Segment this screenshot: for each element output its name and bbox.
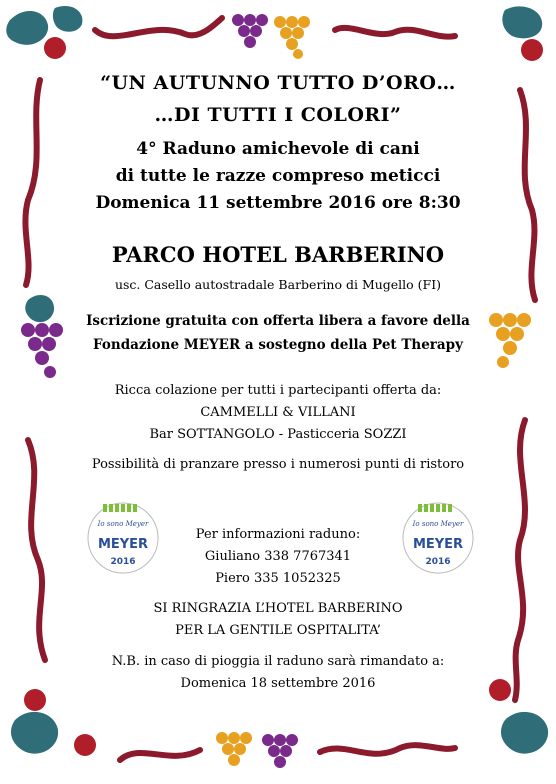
contact-piero: Piero 335 1052325 [215, 571, 341, 586]
breakfast-line-2: CAMMELLI & VILLANI [200, 405, 356, 420]
fruit-bottom-left-2 [74, 734, 96, 756]
registration-line-1: Iscrizione gratuita con offerta libera a favore della [86, 313, 470, 329]
grapes-top-purple [232, 14, 268, 48]
grapes-top-orange [274, 16, 310, 59]
venue-name: PARCO HOTEL BARBERINO [111, 242, 445, 267]
thanks-line-2: PER LA GENTILE OSPITALITA’ [175, 623, 381, 638]
leaf-top-left-2 [53, 6, 83, 32]
leaf-bottom-left [11, 712, 58, 754]
fruit-top-left [44, 37, 66, 59]
event-date: Domenica 11 settembre 2016 ore 8:30 [95, 193, 461, 213]
grapes-bottom-purple [262, 734, 298, 768]
venue-directions: usc. Casello autostradale Barberino di Mugello (FI) [114, 277, 442, 292]
contacts-heading: Per informazioni raduno: [195, 527, 361, 542]
leaf-top-left [6, 11, 48, 45]
bottom-ribbon-left [120, 750, 200, 760]
breakfast-line-3: Bar SOTTANGOLO - Pasticceria SOZZI [149, 427, 407, 442]
thanks-line-1: SI RINGRAZIA L’HOTEL BARBERINO [153, 601, 403, 616]
event-line-2: di tutte le razze compreso meticci [115, 166, 441, 186]
logo-arc-text: Io sono Meyer [412, 520, 464, 528]
rain-note-date: Domenica 18 settembre 2016 [180, 676, 376, 691]
top-ribbon-left [95, 18, 222, 36]
bottom-ribbon-mid [320, 745, 455, 754]
leaf-bottom-right [501, 712, 548, 754]
fruit-bottom-left [24, 689, 46, 711]
title-line-2: …DI TUTTI I COLORI” [154, 104, 402, 126]
grapes-bottom-orange [216, 732, 252, 766]
breakfast-line-1: Ricca colazione per tutti i partecipanti offerta da: [114, 383, 442, 398]
lunch-info: Possibilità di pranzare presso i numerosi punti di ristoro [91, 457, 465, 472]
contact-giuliano: Giuliano 338 7767341 [204, 549, 352, 564]
logo-arc-text: Io sono Meyer [97, 520, 149, 528]
logo-brand: MEYER [412, 537, 464, 552]
title-line-1: “UN AUTUNNO TUTTO D’ORO… [100, 72, 456, 94]
event-line-1: 4° Raduno amichevole di cani [136, 139, 420, 159]
registration-line-2: Fondazione MEYER a sostegno della Pet Therapy [93, 337, 463, 353]
fruit-top-right [521, 39, 543, 61]
top-ribbon-mid [335, 28, 455, 37]
rain-note-line-1: N.B. in caso di pioggia il raduno sarà rimandato a: [111, 654, 445, 669]
logo-year: 2016 [110, 557, 136, 567]
leaf-top-right [502, 6, 542, 38]
logo-brand: MEYER [97, 537, 149, 552]
logo-year: 2016 [425, 557, 451, 567]
